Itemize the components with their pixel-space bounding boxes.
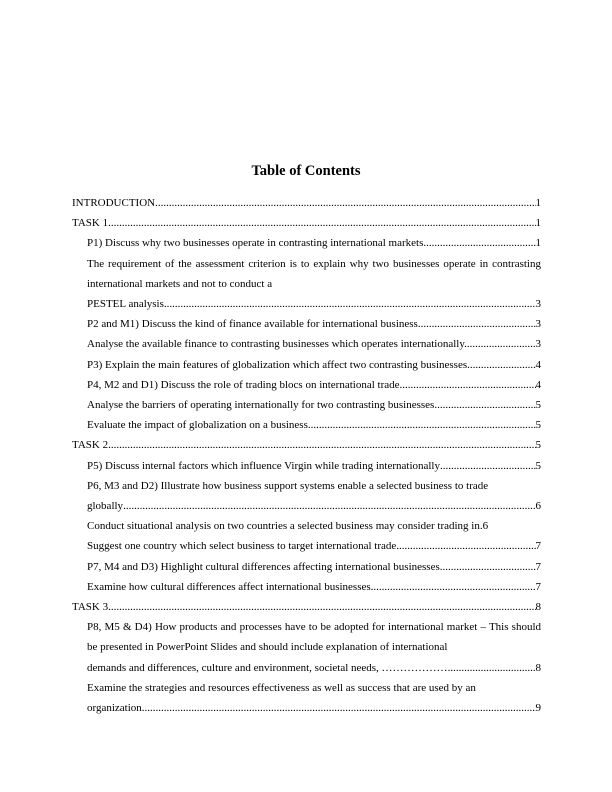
toc-leader	[467, 334, 536, 354]
toc-leader	[155, 193, 535, 213]
toc-entry-label: Conduct situational analysis on two countries a selected business may consider trading in.	[87, 520, 483, 533]
toc-leader	[448, 658, 536, 678]
toc-page-number: 3	[535, 318, 541, 331]
toc-entry[interactable]	[87, 617, 541, 678]
toc-page-number: 7	[535, 560, 541, 573]
toc-entry-label: P1) Discuss why two businesses operate in contrasting international markets	[87, 237, 424, 250]
toc-title: Table of Contents	[251, 163, 361, 179]
toc-leader	[142, 698, 536, 718]
toc-entry[interactable]	[87, 395, 541, 415]
toc-entry[interactable]	[72, 193, 541, 213]
toc-entry-label: Analyse the barriers of operating internationally for two contrasting businesses.	[87, 399, 438, 412]
toc-entry[interactable]	[87, 476, 541, 516]
toc-entry-label: demands and differences, culture and environment, societal needs, ………………	[87, 661, 448, 674]
toc-leader	[108, 213, 535, 233]
toc-page-number: 6	[482, 520, 489, 533]
toc-page-number: 8	[535, 661, 541, 674]
toc-entry-label-lead: Examine the strategies and resources effectiveness as well as success that are used by an	[87, 681, 476, 694]
toc-entry[interactable]	[87, 254, 541, 315]
toc-leader	[108, 597, 535, 617]
toc-leader	[437, 395, 535, 415]
toc-leader	[311, 415, 536, 435]
toc-page-number: 1	[535, 237, 541, 250]
toc-entry[interactable]	[87, 577, 541, 597]
toc-page-number: 7	[535, 580, 541, 593]
toc-entry-label: P2 and M1) Discuss the kind of finance available for international business	[87, 318, 418, 331]
toc-leader	[402, 375, 535, 395]
toc-entry-label: PESTEL analysis	[87, 298, 164, 311]
toc-entry[interactable]	[87, 456, 541, 476]
toc-entry[interactable]	[72, 435, 541, 455]
toc-entry-label: P5) Discuss internal factors which influence Virgin while trading internationally	[87, 459, 440, 472]
toc-entry-label: INTRODUCTION	[72, 197, 156, 209]
toc-leader	[423, 233, 535, 253]
toc-page-number: 5	[535, 459, 541, 472]
toc-leader	[123, 496, 535, 516]
toc-entry-label: TASK 1	[72, 217, 109, 230]
toc-page-number: 1	[535, 197, 541, 209]
toc-entry[interactable]	[87, 557, 541, 577]
toc-page-number: 4	[535, 378, 541, 391]
toc-entry-label: Analyse the available finance to contrasting businesses which operates internationally.	[87, 338, 467, 351]
toc-leader	[418, 314, 536, 334]
toc-leader	[442, 557, 535, 577]
toc-entry[interactable]	[87, 536, 541, 556]
toc-leader	[108, 435, 535, 455]
toc-entry-label: P3) Explain the main features of globalization which affect two contrasting businesses	[87, 358, 468, 371]
toc-entry[interactable]	[87, 334, 541, 354]
toc-entry[interactable]	[87, 233, 541, 253]
toc-entry-label-lead: P6, M3 and D2) Illustrate how business support systems enable a selected business to trade	[87, 479, 489, 492]
toc-entry[interactable]	[72, 213, 541, 233]
toc-entry-label: organization	[87, 702, 142, 715]
toc-entry[interactable]	[87, 355, 541, 375]
toc-leader	[467, 355, 535, 375]
toc-page-number: 3	[535, 298, 541, 311]
toc-entry-label-lead: P8, M5 & D4) How products and processes have to be adopted for international market – This should be presented in PowerPoint Slides and should include explanation of international	[87, 621, 541, 654]
toc-entry-label: Suggest one country which select business to target international trade.	[87, 540, 399, 553]
toc-leader	[440, 456, 536, 476]
toc-entry[interactable]	[87, 375, 541, 395]
toc-entry-label: Evaluate the impact of globalization on a business.	[87, 419, 311, 432]
toc-page-number: 5	[535, 439, 541, 452]
toc-entry-label: TASK 2	[72, 439, 109, 452]
table-of-contents	[72, 193, 541, 718]
toc-entry[interactable]	[87, 516, 541, 536]
toc-entry-label: P4, M2 and D1) Discuss the role of trading blocs on international trade.	[87, 378, 403, 391]
toc-entry[interactable]	[87, 415, 541, 435]
toc-entry-label: Examine how cultural differences affect international businesses	[87, 580, 371, 593]
toc-page-number: 3	[535, 338, 541, 351]
toc-entry[interactable]	[72, 597, 541, 617]
toc-entry[interactable]	[87, 314, 541, 334]
toc-page-number: 9	[535, 702, 541, 715]
toc-leader	[371, 577, 536, 597]
toc-page-number: 5	[535, 419, 541, 432]
toc-page-number: 6	[535, 500, 541, 513]
toc-entry-label: globally	[87, 500, 124, 513]
toc-entry-label-lead: The requirement of the assessment criterion is to explain why two businesses operate in contrasting international markets and not to conduct a	[87, 257, 541, 290]
toc-page-number: 4	[535, 358, 541, 371]
toc-entry-label: P7, M4 and D3) Highlight cultural differences affecting international businesses.	[87, 560, 443, 573]
toc-entry[interactable]	[87, 678, 541, 718]
toc-page-number: 5	[535, 399, 541, 412]
toc-page-number: 1	[535, 217, 541, 230]
toc-page-number: 7	[535, 540, 541, 553]
toc-page-number: 8	[535, 601, 541, 614]
toc-entry-label: TASK 3	[72, 601, 109, 614]
toc-leader	[399, 536, 536, 556]
toc-leader	[164, 294, 536, 314]
